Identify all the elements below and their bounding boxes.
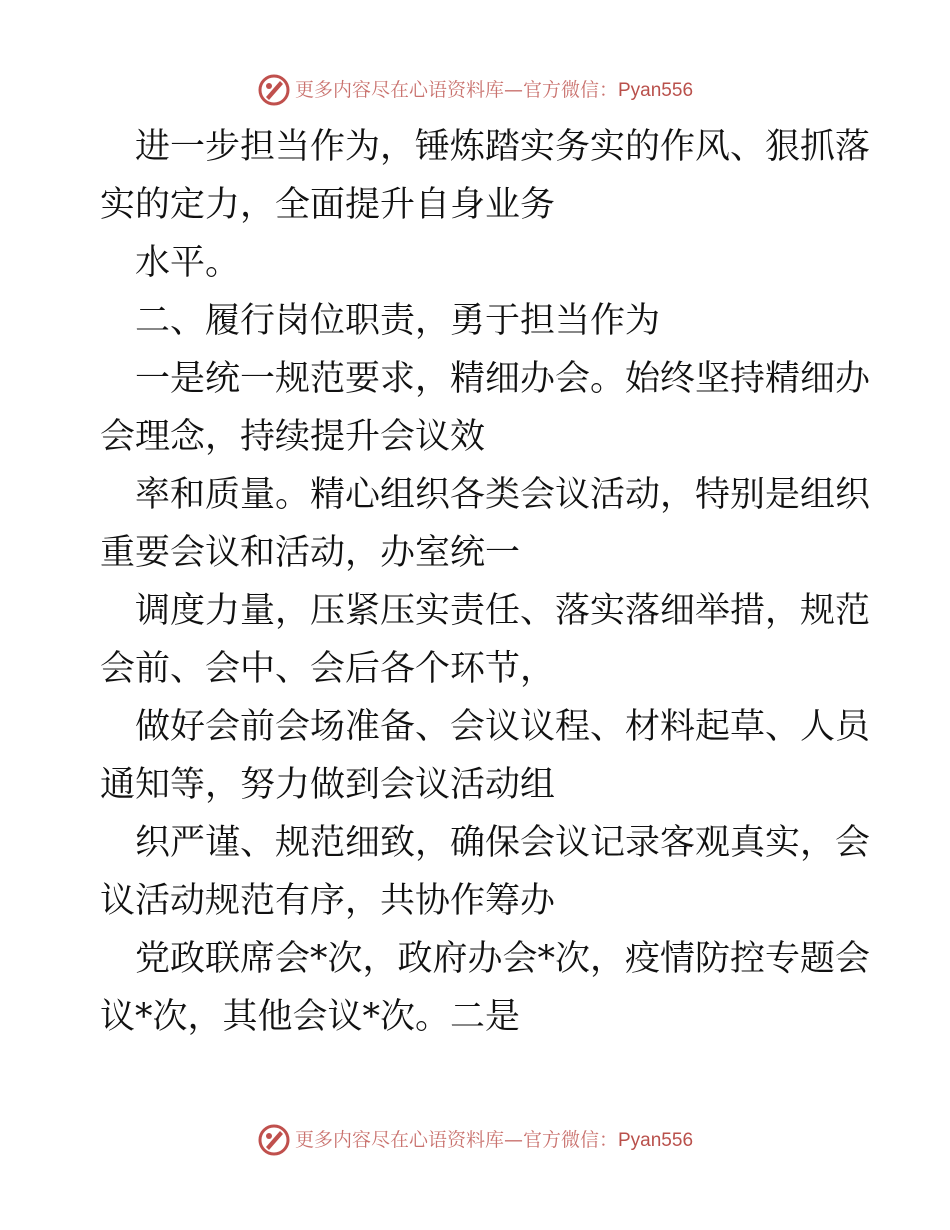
text-line: 二、履行岗位职责，勇于担当作为 bbox=[135, 301, 661, 341]
watermark-wechat-label: 官方微信： bbox=[522, 78, 618, 101]
text-line: 实的定力，全面提升自身业务 bbox=[100, 185, 556, 225]
watermark-wechat-id: Pyan556 bbox=[618, 79, 694, 101]
text-line: 通知等，努力做到会议活动组 bbox=[100, 765, 556, 805]
watermark-wechat-id: Pyan556 bbox=[618, 1129, 694, 1151]
text-line: 议活动规范有序，共协作筹办 bbox=[100, 881, 556, 921]
text-line: 做好会前会场准备、会议议程、材料起草、人员 bbox=[135, 707, 871, 747]
watermark-separator: — bbox=[503, 1128, 523, 1151]
text-line: 率和质量。精心组织各类会议活动，特别是组织 bbox=[135, 475, 871, 515]
brand-logo-icon bbox=[257, 73, 291, 107]
text-line: 会理念，持续提升会议效 bbox=[100, 417, 486, 457]
watermark-separator: — bbox=[503, 78, 523, 101]
header-watermark bbox=[0, 70, 950, 110]
text-line: 重要会议和活动，办室统一 bbox=[100, 533, 521, 573]
watermark-text bbox=[294, 1128, 694, 1151]
text-line: 织严谨、规范细致，确保会议记录客观真实，会 bbox=[135, 823, 871, 863]
footer-watermark bbox=[0, 1120, 950, 1160]
text-line: 进一步担当作为，锤炼踏实务实的作风、狠抓落 bbox=[135, 127, 871, 167]
watermark-main: 更多内容尽在心语资料库 bbox=[294, 78, 504, 101]
text-line: 会前、会中、会后各个环节， bbox=[100, 649, 556, 689]
text-line: 议*次，其他会议*次。二是 bbox=[100, 997, 521, 1037]
watermark-text bbox=[294, 78, 694, 101]
text-line: 一是统一规范要求，精细办会。始终坚持精细办 bbox=[135, 359, 871, 399]
text-line: 调度力量，压紧压实责任、落实落细举措，规范 bbox=[135, 591, 871, 631]
watermark-main: 更多内容尽在心语资料库 bbox=[294, 1128, 504, 1151]
text-line: 水平。 bbox=[135, 243, 241, 283]
watermark-wechat-label: 官方微信： bbox=[522, 1128, 618, 1151]
brand-logo-icon bbox=[257, 1123, 291, 1157]
text-line: 党政联席会*次，政府办会*次，疫情防控专题会 bbox=[135, 939, 871, 979]
